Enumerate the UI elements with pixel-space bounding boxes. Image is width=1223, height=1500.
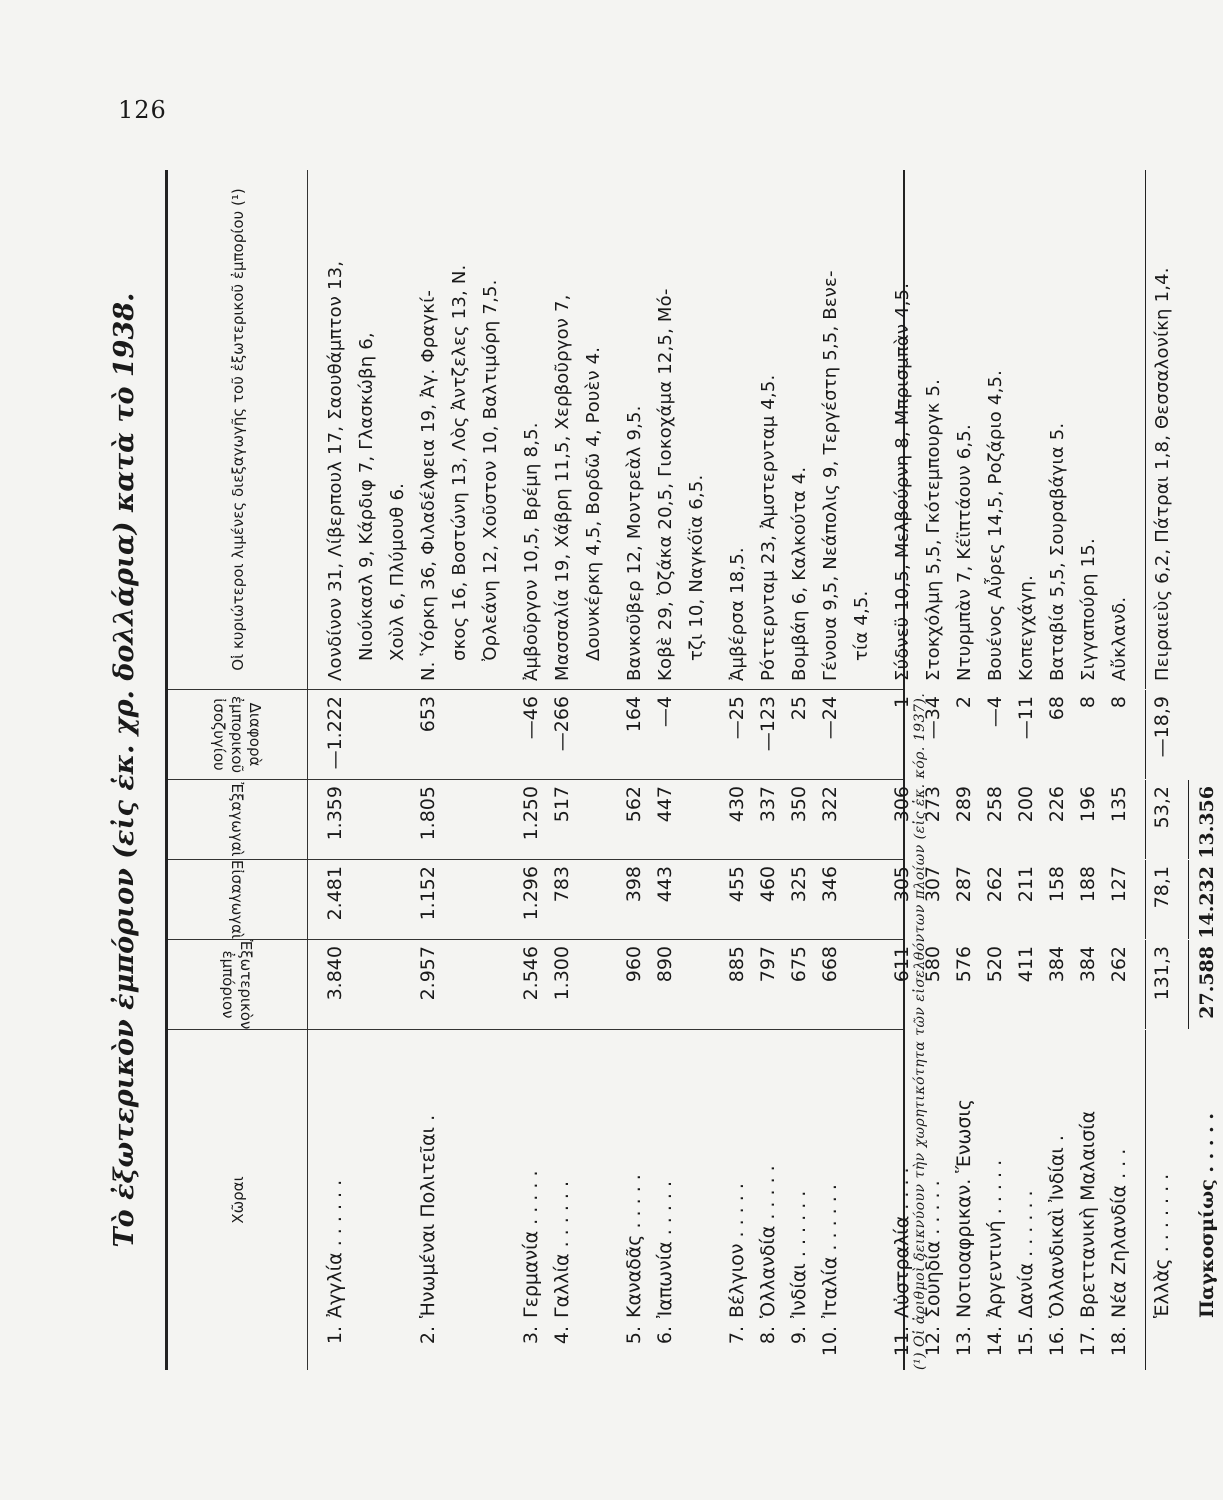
exports-value: 289: [953, 786, 975, 823]
exports-value: 196: [1077, 786, 1099, 823]
header-ports: Οἱ κυριώτεροι λιμένες διεξαγωγῆς τοῦ ἐξωτερικοῦ ἐμπορίου (¹): [168, 170, 308, 689]
ports-line: Βουένος Αὖρες 14,5, Ροζάριο 4,5.: [985, 369, 1006, 681]
rotated-page-content: [100, 170, 1218, 1370]
total-value: 576: [953, 946, 975, 983]
exports-value: 306: [891, 786, 913, 823]
exports-value: 562: [623, 786, 645, 823]
ports-line: Δουνκέρκη 4,5, Βορδῶ 4, Ρουὲν 4.: [583, 346, 604, 661]
exports-value: 430: [726, 786, 748, 823]
ports-line: Ν. Ὑόρκη 36, Φιλαδέλφεια 19, Ἀγ. Φραγκί-: [418, 289, 439, 681]
row-index: 11.: [891, 1326, 913, 1357]
difference-value: —25: [726, 696, 748, 740]
total-value: 411: [1015, 946, 1037, 983]
total-value: 885: [726, 946, 748, 983]
country-row: [547, 1030, 578, 1370]
exports-value-greece: 53,2: [1151, 786, 1173, 829]
exports-value: 273: [922, 786, 944, 823]
imports-value-world: 14.232: [1196, 866, 1218, 939]
total-value: 675: [788, 946, 810, 983]
ports-line: Ὀρλεάνη 12, Χοῦστον 10, Βαλτιμόρη 7,5.: [480, 279, 501, 661]
total-value: 2.546: [520, 946, 542, 1001]
ports-line: Βομβάη 6, Καλκούτα 4.: [789, 466, 810, 681]
country-name: Ἰνδίαι . . . . . .: [788, 1190, 810, 1318]
imports-value: 158: [1046, 866, 1068, 903]
column-imports: [168, 859, 1218, 940]
ports-line: τζι 10, Ναγκόϊα 6,5.: [686, 474, 707, 661]
row-index: 9.: [788, 1326, 810, 1345]
ports-line: Βαταβία 5,5, Σουραβάγια 5.: [1047, 422, 1068, 681]
imports-value: 305: [891, 866, 913, 903]
difference-value: 164: [623, 696, 645, 733]
exports-value: 1.250: [520, 786, 542, 841]
page-number: 126: [118, 96, 167, 124]
imports-value: 1.152: [417, 866, 439, 921]
exports-value: 350: [788, 786, 810, 823]
ports-line: Στοκχόλμη 5,5, Γκότεμπουργκ 5.: [923, 378, 944, 681]
country-name: Ἰταλία . . . . . .: [819, 1184, 841, 1318]
country-row: [413, 1030, 444, 1370]
exports-value-world: 13.356: [1196, 786, 1218, 859]
country-name: Νέα Ζηλανδία . . .: [1108, 1148, 1130, 1318]
row-index: 10.: [819, 1326, 841, 1357]
ports-line: Γένουα 9,5, Νεάπολις 9, Τεργέστη 5,5, Βενε-: [820, 270, 841, 681]
total-value: 580: [922, 946, 944, 983]
country-row: [949, 1030, 980, 1370]
total-value: 2.957: [417, 946, 439, 1001]
total-value-greece: 131,3: [1151, 946, 1173, 1001]
exports-value: 517: [551, 786, 573, 823]
row-index: 2.: [417, 1326, 439, 1345]
exports-value: 447: [654, 786, 676, 823]
row-index: 7.: [726, 1326, 748, 1345]
row-index: 14.: [984, 1326, 1006, 1357]
column-ports: [168, 170, 1173, 690]
ports-line: Αὔκλανδ.: [1109, 596, 1130, 681]
row-index: 8.: [757, 1326, 779, 1345]
total-value: 797: [757, 946, 779, 983]
total-value: 890: [654, 946, 676, 983]
difference-value: —4: [654, 696, 676, 728]
row-index: 17.: [1077, 1326, 1099, 1357]
country-row: [980, 1030, 1011, 1370]
row-index: 13.: [953, 1326, 975, 1357]
ports-line-greece: Πειραιεὺς 6,2, Πάτραι 1,8, Θεσσαλονίκη 1,4.: [1152, 267, 1173, 681]
country-row: [1011, 1030, 1042, 1370]
country-row: [753, 1030, 784, 1370]
difference-value: —46: [520, 696, 542, 740]
imports-value: 398: [623, 866, 645, 903]
difference-value: 8: [1077, 696, 1099, 709]
exports-value: 1.359: [324, 786, 346, 841]
country-name: Δανία . . . . . .: [1015, 1190, 1037, 1318]
difference-value: 25: [788, 696, 810, 721]
total-value-world: 27.588: [1196, 946, 1218, 1019]
country-name: Βέλγιον . . . . .: [726, 1183, 748, 1318]
country-row: [619, 1030, 650, 1370]
difference-value: 2: [953, 696, 975, 709]
difference-value: 1: [891, 696, 913, 709]
country-row-greece: Ἑλλὰς . . . . . . .: [1151, 1173, 1173, 1318]
country-row: [650, 1030, 681, 1370]
country-name: Ὁλλανδία . . . . .: [757, 1165, 779, 1318]
column-exports: [168, 780, 1218, 860]
country-name: Νοτιοαφρικαν. Ἕνωσις: [953, 1098, 975, 1318]
total-value: 1.300: [551, 946, 573, 1001]
ports-line: Νιούκασλ 9, Κάρδιφ 7, Γλασκώβη 6,: [356, 332, 377, 661]
footnote: (¹) Οἱ ἀριθμοὶ δεικνύουν τὴν χωρητικότητα τῶν εἰσελθόντων πλοίων (εἰς ἑκ. κόρ. 1937).: [912, 692, 928, 1370]
country-name: Γερμανία . . . . .: [520, 1170, 542, 1318]
country-name: Ἀργεντινή . . . . .: [984, 1159, 1006, 1318]
total-value: 668: [819, 946, 841, 983]
difference-value: 653: [417, 696, 439, 733]
imports-value: 455: [726, 866, 748, 903]
country-name: Σουηδία . . . . .: [922, 1180, 944, 1318]
difference-value: —11: [1015, 696, 1037, 740]
country-name: Ἰαπωνία . . . . .: [654, 1180, 676, 1318]
country-name: Γαλλία . . . . . .: [551, 1180, 573, 1318]
country-row: [320, 1030, 351, 1370]
ports-line: σκος 16, Βοστώνη 13, Λὸς Ἀντζελες 13, Ν.: [449, 264, 470, 661]
header-exports: Ἐξαγωγαὶ: [168, 780, 308, 859]
row-index: 1.: [324, 1326, 346, 1345]
imports-value: 127: [1108, 866, 1130, 903]
imports-value: 460: [757, 866, 779, 903]
header-difference: Διαφορὰ ἐμπορικοῦ ἰσοζυγίου: [168, 690, 308, 779]
ports-line: Σιγγαπούρη 15.: [1078, 538, 1099, 681]
total-value: 262: [1108, 946, 1130, 983]
imports-value: 307: [922, 866, 944, 903]
header-countries: Χῶραι: [168, 1030, 308, 1370]
ports-line: Κοπεγχάγη.: [1016, 574, 1037, 681]
ports-line: Λονδίνον 31, Λίβερπουλ 17, Σαουθάμπτον 13,: [325, 260, 346, 681]
country-name: Καναδᾶς . . . . .: [623, 1174, 645, 1318]
row-index: 6.: [654, 1326, 676, 1345]
total-value: 520: [984, 946, 1006, 983]
ports-line: Ἀμβοῦργον 10,5, Βρέμη 8,5.: [521, 422, 542, 681]
difference-value: —123: [757, 696, 779, 752]
country-name: Ἀγγλία . . . . . .: [324, 1179, 346, 1318]
ports-line: Σύδνεϋ 10,5, Μελβούρνη 8, Μπρισμπὰν 4,5.: [892, 282, 913, 681]
difference-value: —24: [819, 696, 841, 740]
ports-line: Ἀμβέρσα 18,5.: [727, 547, 748, 681]
difference-value: —266: [551, 696, 573, 752]
imports-value: 325: [788, 866, 810, 903]
exports-value: 135: [1108, 786, 1130, 823]
header-total: Ἐξωτερικὸν ἐμπόριον: [168, 940, 308, 1029]
imports-value-greece: 78,1: [1151, 866, 1173, 909]
row-index: 16.: [1046, 1326, 1068, 1357]
ports-line: Ρόττερνταμ 23, Ἀμστερνταμ 4,5.: [758, 374, 779, 681]
difference-value: 68: [1046, 696, 1068, 721]
imports-value: 443: [654, 866, 676, 903]
column-difference: [168, 690, 1173, 780]
ports-line: Ντυρμπὰν 7, Κέϊπτάουν 6,5.: [954, 424, 975, 681]
country-name: Αὐστραλία . . . .: [891, 1167, 913, 1318]
total-value: 3.840: [324, 946, 346, 1001]
country-row: [784, 1030, 815, 1370]
country-row: [1073, 1030, 1104, 1370]
imports-value: 783: [551, 866, 573, 903]
country-name: Ἡνωμέναι Πολιτεῖαι .: [417, 1114, 439, 1318]
exports-value: 226: [1046, 786, 1068, 823]
exports-value: 258: [984, 786, 1006, 823]
page-title: Τὸ ἐξωτερικὸν ἐμπόριον (εἰς ἑκ. χρ. δολλάρια) κατὰ τὸ 1938.: [109, 292, 140, 1248]
exports-value: 200: [1015, 786, 1037, 823]
row-index: 15.: [1015, 1326, 1037, 1357]
total-value: 611: [891, 946, 913, 983]
row-index: 5.: [623, 1326, 645, 1345]
country-row: [516, 1030, 547, 1370]
row-index: 12.: [922, 1326, 944, 1357]
total-value: 384: [1046, 946, 1068, 983]
imports-value: 262: [984, 866, 1006, 903]
row-index: 18.: [1108, 1326, 1130, 1357]
country-row-world: Παγκοσμίως . . . . .: [1196, 1113, 1218, 1318]
difference-value: —1.222: [324, 696, 346, 770]
country-name: Βρεττανικὴ Μαλαισία: [1077, 1110, 1099, 1318]
difference-value: —34: [922, 696, 944, 740]
total-value: 384: [1077, 946, 1099, 983]
imports-value: 2.481: [324, 866, 346, 921]
imports-value: 1.296: [520, 866, 542, 921]
imports-value: 287: [953, 866, 975, 903]
exports-value: 337: [757, 786, 779, 823]
difference-value-greece: —18,9: [1151, 696, 1173, 758]
total-value: 960: [623, 946, 645, 983]
imports-value: 211: [1015, 866, 1037, 903]
country-row: [1042, 1030, 1073, 1370]
exports-value: 1.805: [417, 786, 439, 841]
row-index: 4.: [551, 1326, 573, 1345]
country-name: Ὁλλανδικαὶ Ἰνδίαι .: [1046, 1135, 1068, 1318]
header-imports: Εἰσαγωγαὶ: [168, 860, 308, 939]
imports-value: 346: [819, 866, 841, 903]
ports-line: Βανκοῦβερ 12, Μοντρεὰλ 9,5.: [624, 405, 645, 681]
ports-line: Χοὺλ 6, Πλύμουθ 6.: [387, 482, 408, 661]
ports-line: Κοβὲ 29, Ὀζάκα 20,5, Γιοκοχάμα 12,5, Μό-: [655, 288, 676, 681]
column-total: [168, 939, 1218, 1030]
exports-value: 322: [819, 786, 841, 823]
difference-value: 8: [1108, 696, 1130, 709]
ports-line: τία 4,5.: [851, 590, 872, 661]
ports-line: Μασσαλία 19, Χάβρη 11,5, Χερβοῦργον 7,: [552, 294, 573, 681]
row-index: 3.: [520, 1326, 542, 1345]
country-row: [1104, 1030, 1135, 1370]
country-row: [722, 1030, 753, 1370]
difference-value: —4: [984, 696, 1006, 728]
imports-value: 188: [1077, 866, 1099, 903]
country-row: [815, 1030, 846, 1370]
